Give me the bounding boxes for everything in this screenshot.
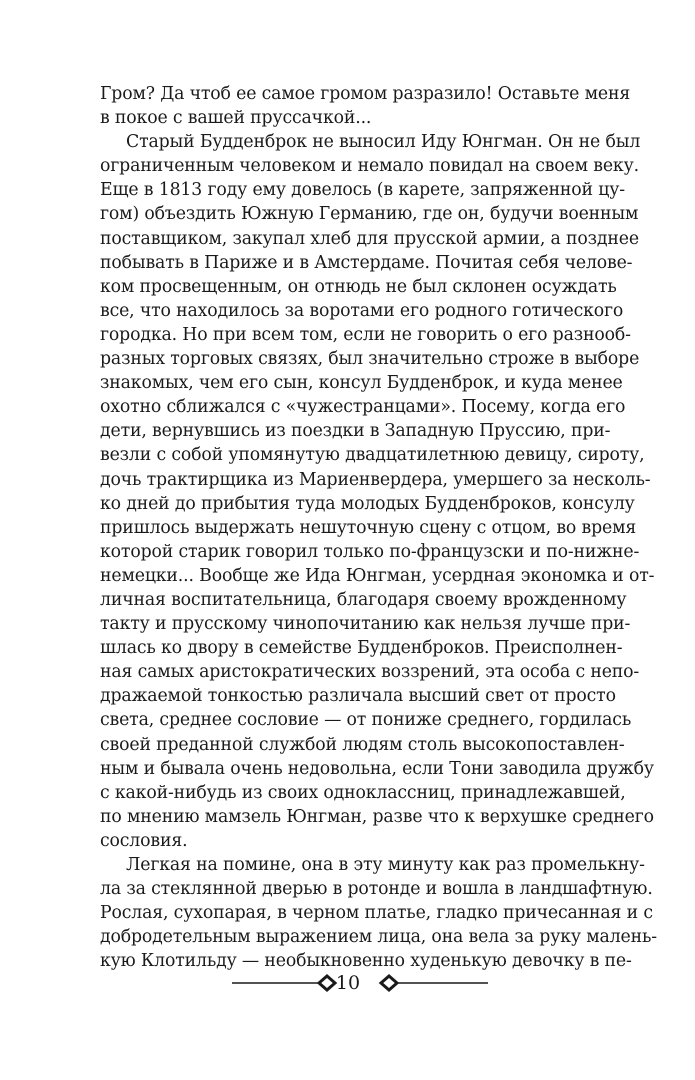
text-line: ком просвещенным, он отнюдь не был склонен осуждать xyxy=(100,276,617,297)
text-line: Легкая на помине, она в эту минуту как раз промелькну- xyxy=(126,855,645,875)
text-line: ограниченным человеком и немало повидал на своем веку. xyxy=(100,156,639,177)
text-line: разных торговых связях, был значительно строже в выборе xyxy=(100,349,640,370)
paragraph-3 xyxy=(100,853,657,973)
text-line: своей преданной службой людям столь высокопоставлен- xyxy=(100,734,625,755)
text-line: по мнению мамзель Юнгман, разве что к верхушке среднего xyxy=(100,806,654,827)
text-line: кую Клотильду — необыкновенно худенькую девочку в пе- xyxy=(100,951,632,972)
page-number: 10 xyxy=(335,972,361,994)
text-line: в покое с вашей пруссачкой... xyxy=(100,108,372,129)
text-line: Старый Будденброк не выносил Иду Юнгман. Он не был xyxy=(126,132,641,153)
text-line: личная воспитательница, благодаря своему врожденному xyxy=(100,589,627,610)
text-line: света, среднее сословие — от пониже среднего, гордилась xyxy=(100,710,632,731)
text-line: поставщиком, закупал хлеб для прусской армии, а позднее xyxy=(100,228,639,249)
text-line: ко дней до прибытия туда молодых Будденброков, консулу xyxy=(100,493,635,514)
text-line: все, что находилось за воротами его родного готического xyxy=(100,300,624,321)
text-line: ная самых аристократических воззрений, эта особа с непо- xyxy=(100,662,640,683)
text-line: дети, вернувшись из поездки в Западную Пруссию, при- xyxy=(100,421,611,442)
page-footer xyxy=(0,968,695,998)
text-line: ным и бывала очень недовольна, если Тони заводила дружбу xyxy=(100,758,654,779)
paragraph-2 xyxy=(100,130,655,853)
text-line: гом) объездить Южную Германию, где он, будучи военным xyxy=(100,204,639,225)
text-line: знакомых, чем его сын, консул Будденброк, и куда менее xyxy=(100,373,623,394)
text-line: побывать в Париже и в Амстердаме. Почитая себя челове- xyxy=(100,252,633,273)
text-line: сословия. xyxy=(100,830,188,851)
text-line: такту и прусскому чинопочитанию как нельзя лучше при- xyxy=(100,614,631,635)
text-line: с какой-нибудь из своих одноклассниц, принадлежавшей, xyxy=(100,782,626,803)
right-diamond-icon xyxy=(381,976,397,990)
text-line: которой старик говорил только по-французски и по-нижне- xyxy=(100,541,640,562)
text-line: немецки... Вообще же Ида Юнгман, усердная экономка и от- xyxy=(100,565,655,586)
text-line: Еще в 1813 году ему довелось (в карете, запряженной цу- xyxy=(100,180,625,201)
text-line: дражаемой тонкостью различала высший свет от просто xyxy=(100,686,616,707)
text-line: добродетельным выражением лица, она вела за руку малень- xyxy=(100,927,657,948)
paragraph-1 xyxy=(100,82,631,130)
text-line: дочь трактирщика из Мариенвердера, умершего за несколь- xyxy=(100,469,651,490)
text-line: везли с собой упомянутую двадцатилетнюю девицу, сироту, xyxy=(100,445,645,466)
text-line: ла за стеклянной дверью в ротонде и вошла в ландшафтную. xyxy=(100,879,653,900)
page-body xyxy=(100,82,657,973)
text-line: городка. Но при всем том, если не говорить о его разнооб- xyxy=(100,324,631,345)
text-line: шлась ко двору в семействе Будденброков. Преисполнен- xyxy=(100,638,623,659)
text-line: Гром? Да чтоб ее самое громом разразило! Оставьте меня xyxy=(100,84,631,104)
text-line: охотно сближался с «чужестранцами». Посему, когда его xyxy=(100,397,626,418)
text-line: Рослая, сухопарая, в черном платье, гладко причесанная и с xyxy=(100,903,653,924)
text-line: пришлось выдержать нешуточную сцену с отцом, во время xyxy=(100,517,637,538)
